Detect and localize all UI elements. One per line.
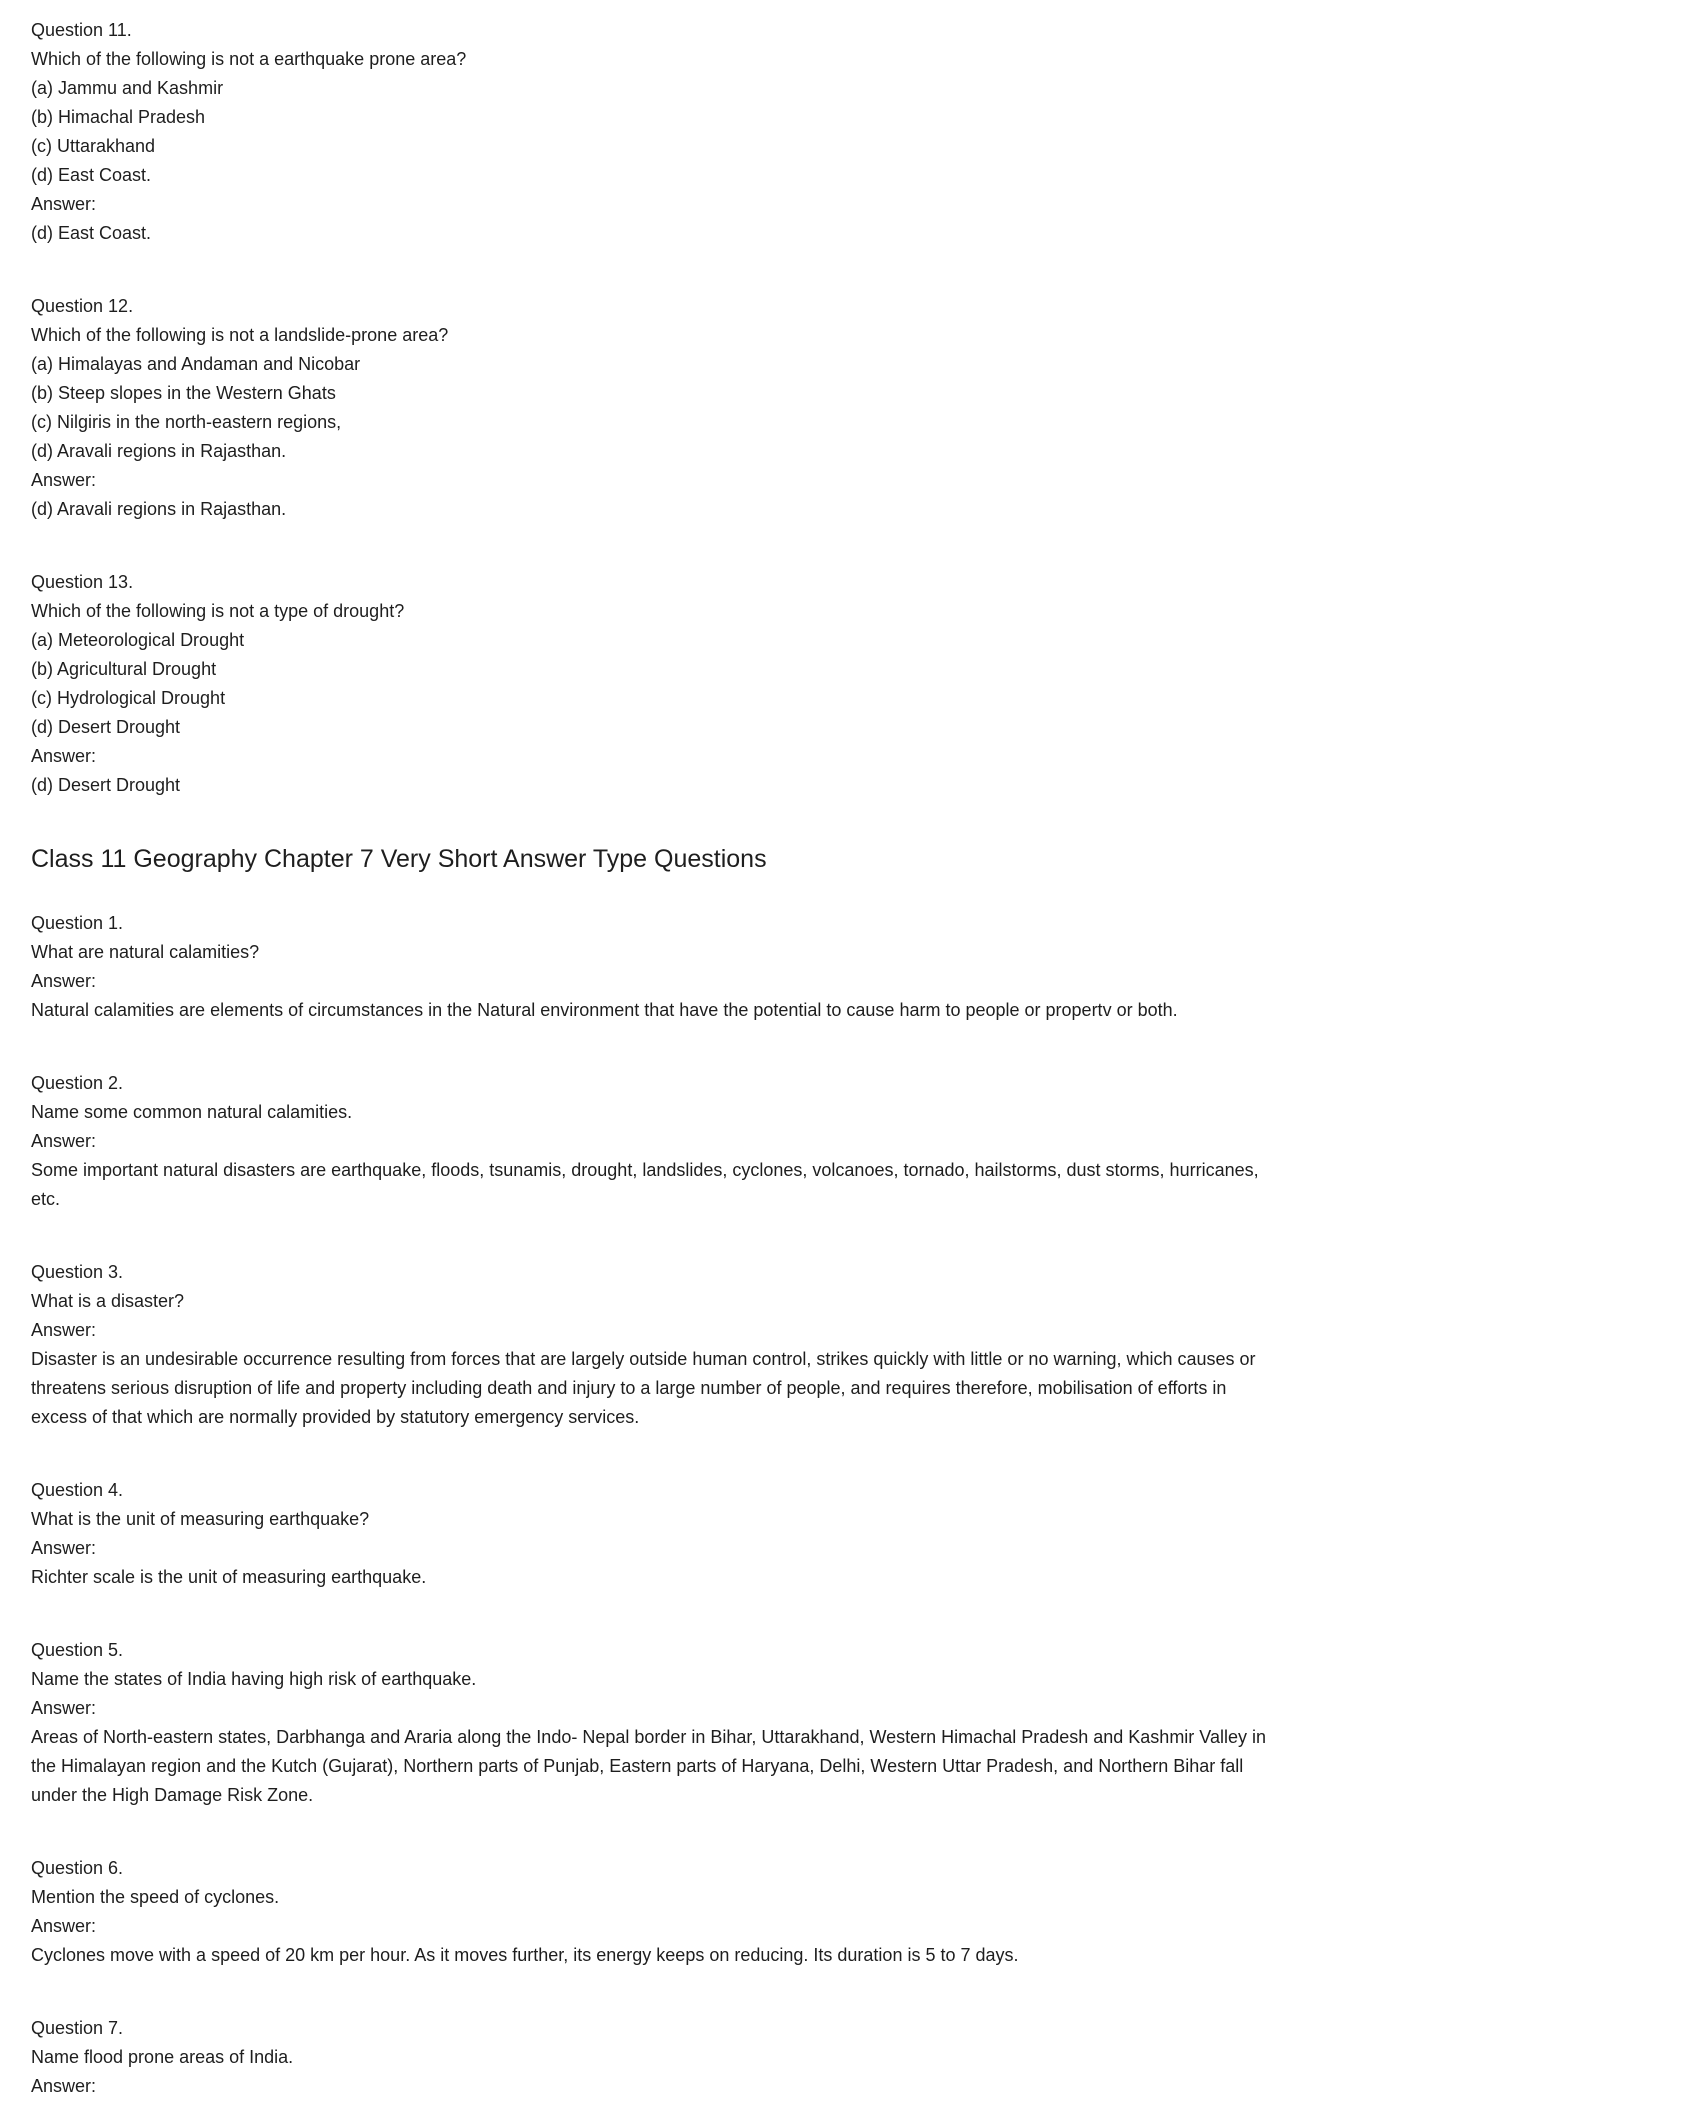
- question-text: Name flood prone areas of India.: [31, 2047, 294, 2067]
- option-text: (c) Nilgiris in the north-eastern regions,: [31, 412, 342, 432]
- question-text: What is a disaster?: [31, 1291, 185, 1311]
- option-text: (d) Desert Drought: [31, 717, 181, 737]
- question-block: [31, 1854, 1281, 1970]
- question-number: Question 7.: [31, 2018, 124, 2038]
- question-block: [31, 1636, 1281, 1810]
- mcq-question-list: [31, 16, 1700, 800]
- answer-text: (d) Desert Drought: [31, 775, 181, 795]
- option-text: (d) East Coast.: [31, 165, 152, 185]
- question-block: [31, 1069, 1281, 1214]
- question-text: Mention the speed of cyclones.: [31, 1887, 280, 1907]
- option-text: (b) Steep slopes in the Western Ghats: [31, 383, 336, 403]
- option-text: (a) Jammu and Kashmir: [31, 78, 224, 98]
- option-text: (c) Hydrological Drought: [31, 688, 226, 708]
- answer-text: Some important natural disasters are earthquake, floods, tsunamis, drought, landslides, cyclones, volcanoes, tornado, hailstorms, dust storms, hurricanes, etc.: [31, 1160, 1259, 1209]
- question-block: [31, 1476, 1281, 1592]
- option-text: (b) Himachal Pradesh: [31, 107, 206, 127]
- answer-label: Answer:: [31, 194, 97, 214]
- answer-text: (d) Aravali regions in Rajasthan.: [31, 499, 287, 519]
- question-number: Question 1.: [31, 913, 124, 933]
- answer-text: Disaster is an undesirable occurrence resulting from forces that are largely outside human control, strikes quickly with little or no warning, which causes or threatens serious disruption of life and property including death and injury to a large number of people, and requires therefore, mobilisation of efforts in excess of that which are normally provided by statutory emergency services.: [31, 1349, 1256, 1427]
- question-text: Which of the following is not a type of drought?: [31, 601, 405, 621]
- question-number: Question 2.: [31, 1073, 124, 1093]
- question-text: Name some common natural calamities.: [31, 1102, 353, 1122]
- answer-text: Areas of North-eastern states, Darbhanga and Araria along the Indo- Nepal border in Bihar, Uttarakhand, Western Himachal Pradesh and Kashmir Valley in the Himalayan region and the Kutch (Gujarat), Northern parts of Punjab, Eastern parts of Haryana, Delhi, Western Uttar Pradesh, and Northern Bihar fall under the High Damage Risk Zone.: [31, 1727, 1267, 1805]
- option-text: (a) Meteorological Drought: [31, 630, 245, 650]
- answer-label: Answer:: [31, 470, 97, 490]
- answer-label: Answer:: [31, 1320, 97, 1340]
- option-text: (d) Aravali regions in Rajasthan.: [31, 441, 287, 461]
- question-number: Question 5.: [31, 1640, 124, 1660]
- question-block: [31, 1258, 1281, 1432]
- answer-label: Answer:: [31, 2076, 97, 2096]
- question-number: Question 4.: [31, 1480, 124, 1500]
- answer-text: Natural calamities are elements of circumstances in the Natural environment that have the potential to cause harm to people or propertv or both.: [31, 1000, 1178, 1020]
- question-text: Name the states of India having high risk of earthquake.: [31, 1669, 477, 1689]
- answer-text: Cyclones move with a speed of 20 km per hour. As it moves further, its energy keeps on reducing. Its duration is 5 to 7 days.: [31, 1945, 1019, 1965]
- question-text: Which of the following is not a earthquake prone area?: [31, 49, 467, 69]
- question-number: Question 6.: [31, 1858, 124, 1878]
- question-block: [31, 292, 1281, 524]
- option-text: (b) Agricultural Drought: [31, 659, 217, 679]
- answer-text: Richter scale is the unit of measuring earthquake.: [31, 1567, 427, 1587]
- question-text: What are natural calamities?: [31, 942, 260, 962]
- option-text: (c) Uttarakhand: [31, 136, 156, 156]
- option-text: (a) Himalayas and Andaman and Nicobar: [31, 354, 361, 374]
- question-block: [31, 2014, 1281, 2101]
- answer-label: Answer:: [31, 971, 97, 991]
- question-number: Question 12.: [31, 296, 134, 316]
- answer-label: Answer:: [31, 1538, 97, 1558]
- question-number: Question 11.: [31, 20, 132, 40]
- answer-label: Answer:: [31, 1698, 97, 1718]
- short-answer-question-list: [31, 909, 1700, 2101]
- answer-label: Answer:: [31, 1131, 97, 1151]
- answer-text: (d) East Coast.: [31, 223, 152, 243]
- question-text: Which of the following is not a landslide-prone area?: [31, 325, 449, 345]
- section-heading: Class 11 Geography Chapter 7 Very Short Answer Type Questions: [31, 845, 767, 873]
- question-block: [31, 16, 1281, 248]
- answer-label: Answer:: [31, 1916, 97, 1936]
- question-number: Question 13.: [31, 572, 134, 592]
- question-block: [31, 909, 1281, 1025]
- question-block: [31, 568, 1281, 800]
- question-text: What is the unit of measuring earthquake?: [31, 1509, 370, 1529]
- question-number: Question 3.: [31, 1262, 124, 1282]
- answer-label: Answer:: [31, 746, 97, 766]
